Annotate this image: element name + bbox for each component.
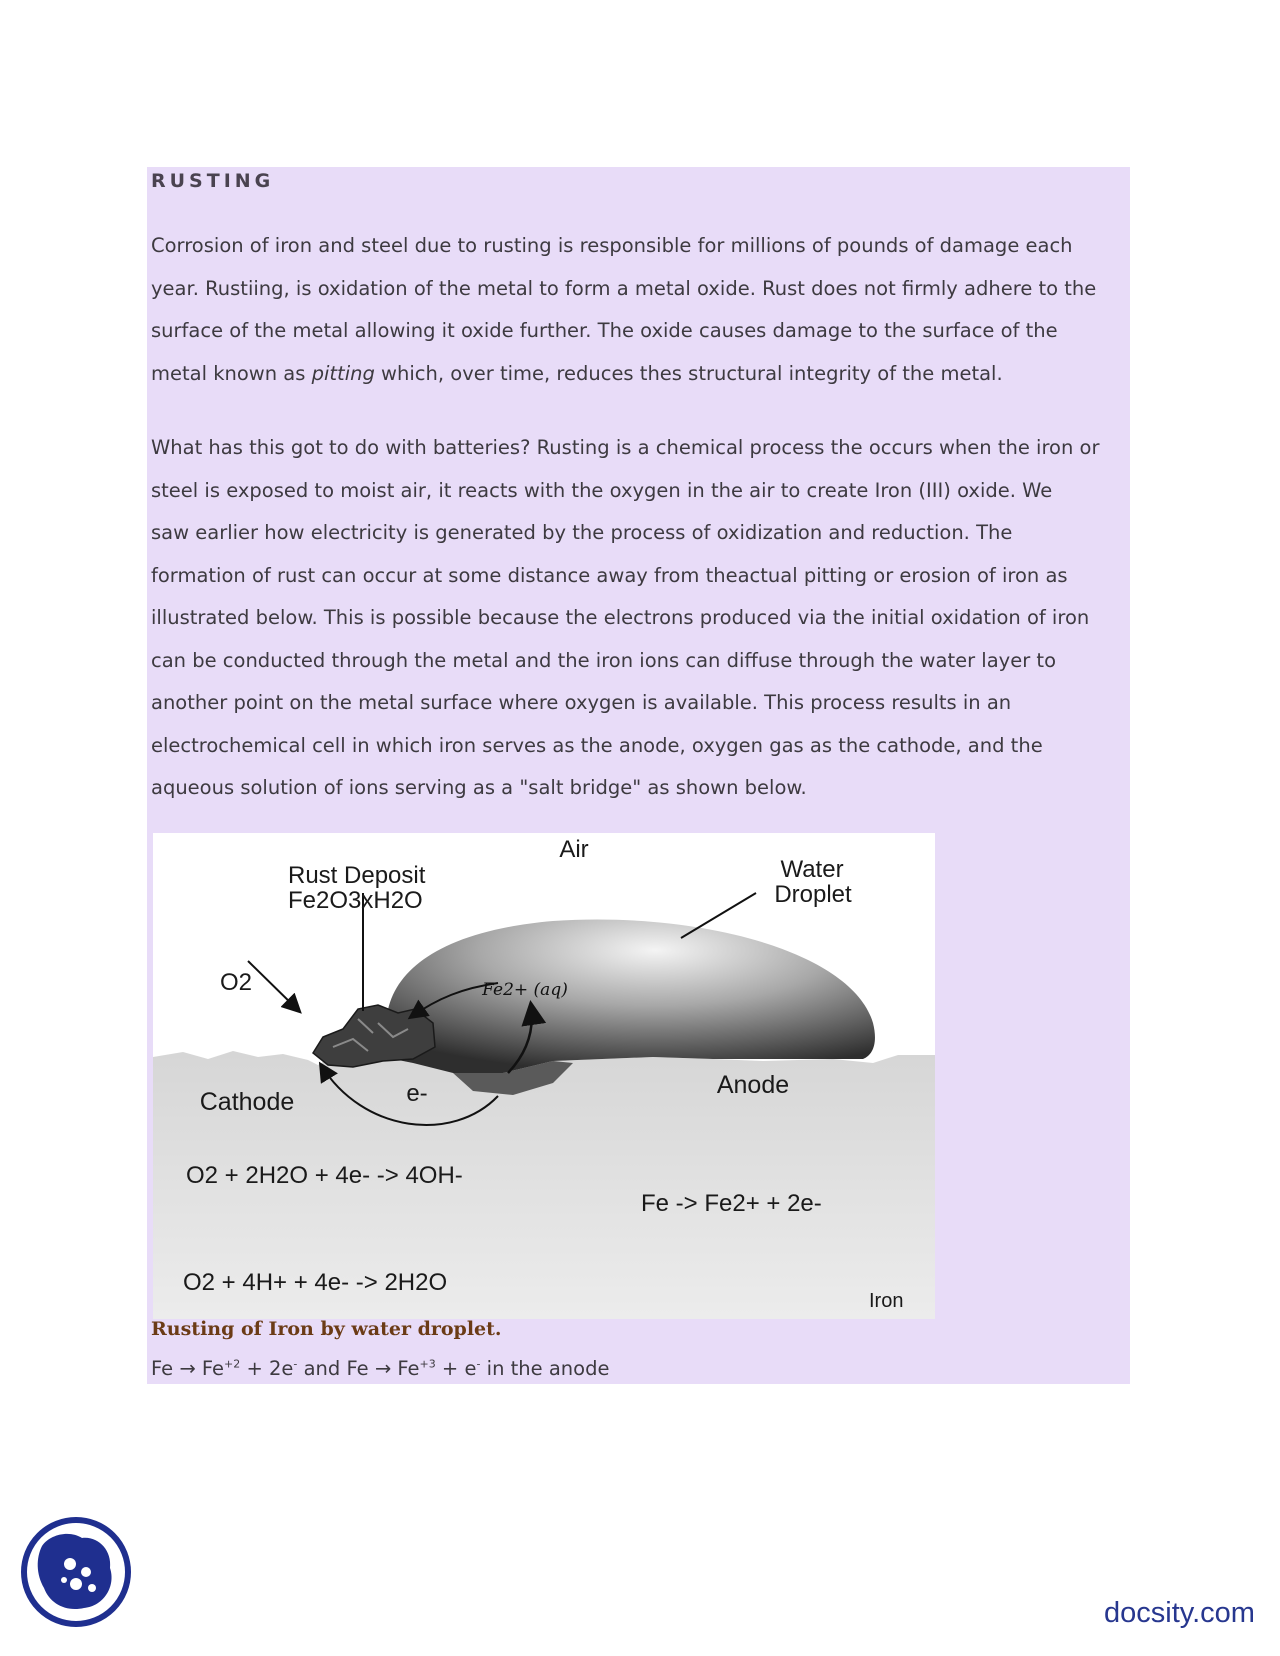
paragraph-line: illustrated below. This is possible because the electrons produced via the initial oxidation of iron: [151, 606, 1090, 629]
equation-part: → Fe: [173, 1357, 225, 1380]
rust-formula-label: Fe2O3xH2O: [288, 887, 423, 914]
section-heading: RUSTING: [151, 170, 275, 192]
paragraph-line: surface of the metal allowing it oxide further. The oxide causes damage to the surface of the: [151, 319, 1058, 342]
paragraph-line: Corrosion of iron and steel due to rusting is responsible for millions of pounds of damage each: [151, 234, 1073, 257]
paragraph-line: What has this got to do with batteries? Rusting is a chemical process the occurs when the iron or: [151, 436, 1100, 459]
paragraph-line: year. Rustiing, is oxidation of the metal to form a metal oxide. Rust does not firmly adhere to the: [151, 276, 1097, 300]
equation-part: + e: [435, 1357, 477, 1380]
docsity-brand-link[interactable]: docsity.com: [1104, 1597, 1255, 1629]
equation-charge: -: [476, 1357, 481, 1371]
paragraph-line: formation of rust can occur at some distance away from theactual pitting or erosion of iron as: [151, 563, 1068, 587]
paragraph-line: another point on the metal surface where oxygen is available. This process results in an: [151, 691, 1012, 714]
fe-ion-label: Fe2+ (aq): [482, 980, 568, 1000]
rusting-diagram: [153, 833, 935, 1319]
iron-label: Iron: [869, 1290, 904, 1312]
cathode-equation-1: O2 + 2H2O + 4e- -> 4OH-: [186, 1162, 463, 1189]
equation-part: in the anode: [480, 1357, 610, 1380]
figure-caption: Rusting of Iron by water droplet.: [151, 1318, 502, 1340]
paragraph-line: can be conducted through the metal and the iron ions can diffuse through the water layer to: [151, 648, 1056, 672]
water-label: Water: [780, 856, 844, 883]
droplet-label: Droplet: [774, 881, 852, 908]
batteries-paragraph: [151, 427, 1131, 810]
equation-charge: -: [293, 1357, 298, 1371]
pitting-term: pitting: [311, 361, 375, 385]
intro-paragraph: [151, 225, 1131, 395]
paragraph-line: aqueous solution of ions serving as a "salt bridge" as shown below.: [151, 776, 807, 799]
cathode-label: Cathode: [199, 1088, 295, 1116]
paragraph-line: steel is exposed to moist air, it reacts with the oxygen in the air to create Iron (III) oxide. We: [151, 478, 1053, 502]
anode-label: Anode: [716, 1071, 790, 1099]
anode-equation: Fe -> Fe2+ + 2e-: [641, 1190, 822, 1217]
equation-part: + 2e: [240, 1357, 294, 1380]
o2-label: O2: [219, 969, 253, 996]
rust-deposit-label: Rust Deposit: [288, 862, 426, 889]
air-label: Air: [559, 836, 589, 863]
paragraph-line: saw earlier how electricity is generated by the process of oxidization and reduction. The: [151, 521, 1013, 544]
cathode-equation-2: O2 + 4H+ + 4e- -> 2H2O: [183, 1269, 448, 1296]
paragraph-line: electrochemical cell in which iron serves as the anode, oxygen gas as the cathode, and the: [151, 733, 1043, 757]
line-text: metal known as: [151, 361, 312, 385]
paragraph-line: [151, 353, 1131, 396]
equation-part: and Fe: [297, 1357, 369, 1380]
anode-reaction-text: [151, 1357, 609, 1380]
equation-charge: +2: [224, 1357, 241, 1371]
equation-charge: +3: [419, 1357, 436, 1371]
equation-part: → Fe: [368, 1357, 420, 1380]
equation-part: Fe: [151, 1357, 174, 1380]
line-text: which, over time, reduces thes structural integrity of the metal.: [374, 361, 1003, 385]
docsity-logo-icon[interactable]: [20, 1516, 132, 1628]
electron-label: e-: [406, 1080, 428, 1107]
